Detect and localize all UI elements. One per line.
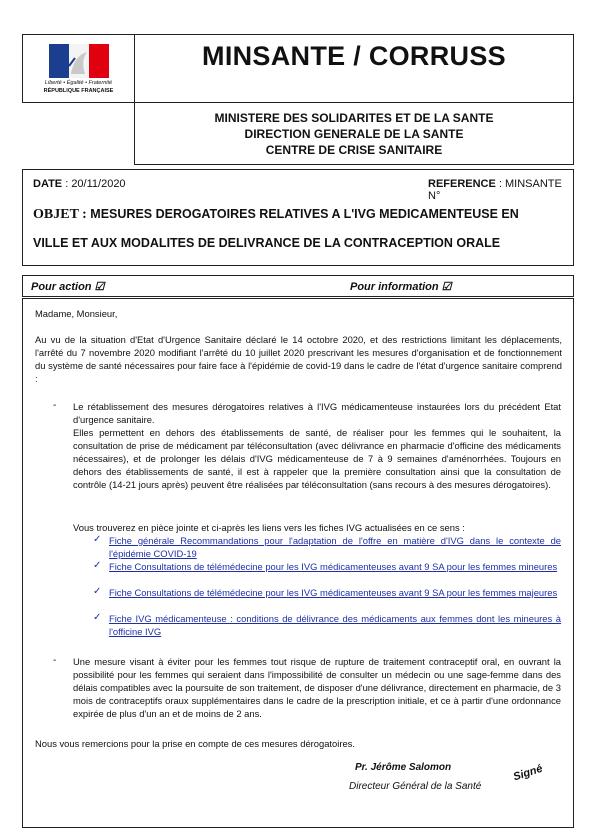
signer-name: Pr. Jérôme Salomon: [355, 762, 452, 773]
objet-label: OBJET :: [33, 207, 87, 222]
link-fiche-officine[interactable]: Fiche IVG médicamenteuse : conditions de délivrance des médicaments aux femmes dont les mineures à l'officine IVG: [109, 613, 561, 637]
bullet1-text: Elles permettent en dehors des établissements de santé, de réaliser pour les femmes qui le souhaitent, la consultation de prise de médicament par téléconsultation (avec délivrance en pharmacie d'officine des médicaments nécessaires), et de prolonger les délais d'IVG médicamenteuse de 7 à 9 semaines d'aménorrhées. Toujours en dehors des établissements de santé, il est à rappeler que la première consultation ainsi que la consultation de contrôle (14-21 jours après) peuvent être réalisées par téléconsultation (sans recours à des mesures dérogatoires).: [73, 427, 561, 490]
date-field: [33, 178, 126, 190]
page-title: MINSANTE / CORRUSS: [202, 41, 506, 71]
links-intro: Vous trouverez en pièce jointe et ci-après les liens vers les fiches IVG actualisées en ce sens :: [73, 522, 465, 533]
link-fiche-majeures[interactable]: Fiche Consultations de télémédecine pour les IVG médicamenteuses avant 9 SA pour les femmes majeures: [109, 587, 558, 598]
bullet1-intro: Le rétablissement des mesures dérogatoires relatives à l'IVG médicamenteuse instaurées lors du précédent Etat d'urgence sanitaire.: [73, 401, 561, 425]
link-fiche-generale[interactable]: Fiche générale Recommandations pour l'adaptation de l'offre en matière d'IVG dans le contexte de l'épidémie COVID-19: [109, 535, 561, 559]
salutation: Madame, Monsieur,: [35, 308, 118, 319]
bullet2-text: Une mesure visant à éviter pour les femmes tout risque de rupture de traitement contraceptif oral, en ouvrant la possibilité pour les femmes qui seraient dans l'impossibilité de consulter un médecin ou une sage-femme dans des délais compatibles avec la poursuite de son traitement, de disposer d'une délivrance, directement en pharmacie, de 3 mois de contraceptifs oraux supplémentaires dans le cadre de la prescription initiale, et ce à partir d'une ordonnance expirée de plus d'un an et de moins de 2 ans.: [73, 656, 561, 719]
date-value: : 20/11/2020: [65, 178, 126, 190]
objet-line1: MESURES DEROGATOIRES RELATIVES A L'IVG MEDICAMENTEUSE EN: [90, 207, 519, 221]
objet: [33, 200, 563, 258]
check-icon: ✓: [93, 560, 102, 571]
centre-line: CENTRE DE CRISE SANITAIRE: [265, 143, 443, 157]
actions-block: [22, 275, 574, 297]
pour-action: Pour action ☑: [31, 281, 105, 293]
check-icon: ✓: [93, 534, 102, 545]
check-icon: ✓: [93, 612, 102, 623]
letter-body: [22, 298, 574, 828]
direction-line: DIRECTION GENERALE DE LA SANTE: [244, 127, 464, 141]
bullet-dash: -: [53, 400, 57, 411]
logo-block: [22, 34, 135, 103]
reference-label: REFERENCE: [428, 178, 496, 190]
ministry-block: [134, 102, 574, 165]
signer-title: Directeur Général de la Santé: [349, 781, 482, 792]
meta-block: [22, 169, 574, 266]
check-icon: ✓: [93, 586, 102, 597]
reference-field: [428, 178, 573, 202]
pour-information: Pour information ☑: [350, 281, 452, 293]
signed-mark: Signé: [511, 762, 545, 784]
ministry-line: MINISTERE DES SOLIDARITES ET DE LA SANTE: [214, 111, 494, 125]
bullet-dash: -: [53, 655, 57, 666]
date-label: DATE: [33, 178, 63, 190]
reference-value: : MINSANTE N°: [428, 178, 562, 202]
intro-paragraph: Au vu de la situation d'Etat d'Urgence Sanitaire déclaré le 14 octobre 2020, et des restrictions limitant les déplacements, l'arrêté du 7 novembre 2020 modifiant l'arrêté du 10 juillet 2020 prescrivant les mesures d'organisation et de fonctionnement du système de santé nécessaires pour faire face à l'épidémie de covid-19 dans le cadre de l'état d'urgence sanitaire comprend :: [35, 334, 562, 384]
objet-line2: VILLE ET AUX MODALITES DE DELIVRANCE DE LA CONTRACEPTION ORALE: [33, 236, 501, 250]
title-block: [134, 34, 574, 103]
logo-motto: Liberté • Égalité • Fraternité: [44, 80, 113, 86]
marianne-logo-icon: [49, 44, 109, 78]
link-fiche-mineures[interactable]: Fiche Consultations de télémédecine pour les IVG médicamenteuses avant 9 SA pour les femmes mineures: [109, 561, 558, 572]
closing: Nous vous remercions pour la prise en compte de ces mesures dérogatoires.: [35, 738, 355, 749]
logo-country: RÉPUBLIQUE FRANÇAISE: [43, 88, 114, 94]
